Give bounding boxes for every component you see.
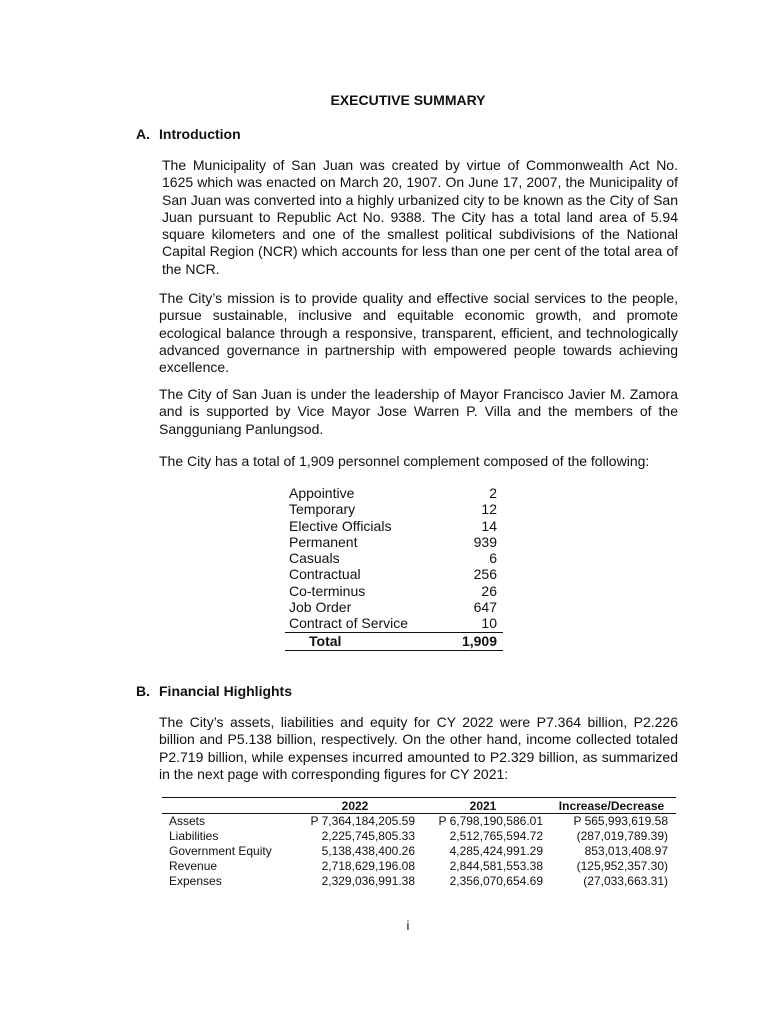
- section-a-letter: A.: [136, 126, 150, 142]
- personnel-row: [285, 583, 503, 599]
- financial-row-label: Liabilities: [169, 829, 219, 843]
- section-a-title: Introduction: [159, 126, 241, 142]
- financial-row-label: Expenses: [169, 874, 222, 888]
- personnel-row: [285, 599, 503, 615]
- personnel-total-row: [285, 632, 503, 650]
- personnel-label: Contract of Service: [289, 615, 409, 632]
- section-b-heading: [136, 683, 292, 699]
- financial-row-label: Government Equity: [169, 844, 272, 858]
- financial-table: [162, 797, 676, 889]
- financial-header-2021: 2021: [419, 798, 547, 814]
- financial-paragraph: The City’s assets, liabilities and equity for CY 2022 were P7.364 billion, P2.226 billion and P5.138 billion, respectively. On the other hand, income collected totaled P2.719 billion, while expenses incurred amounted to P2.329 billion, as summarized in the next page with corresponding figures for CY 2021:: [159, 714, 678, 782]
- financial-header-change: Increase/Decrease: [547, 798, 676, 814]
- personnel-row: [285, 501, 503, 517]
- intro-paragraph-4: The City has a total of 1,909 personnel complement composed of the following:: [159, 453, 650, 469]
- section-a-heading: [136, 126, 241, 142]
- financial-row: [162, 844, 676, 859]
- financial-value-2021: 2,356,070,654.69: [449, 874, 543, 888]
- financial-header-row: [162, 798, 676, 814]
- financial-row: [162, 859, 676, 874]
- financial-header-2022: 2022: [291, 798, 419, 814]
- personnel-count: 2: [489, 485, 497, 501]
- personnel-row: [285, 566, 503, 582]
- financial-value-2021: 4,285,424,991.29: [449, 844, 543, 858]
- section-b-title: Financial Highlights: [159, 683, 293, 699]
- financial-row: [162, 829, 676, 844]
- personnel-label: Temporary: [289, 501, 356, 518]
- financial-value-change: (27,033,663.31): [583, 874, 668, 888]
- financial-row: [162, 814, 676, 830]
- personnel-row: [285, 485, 503, 501]
- financial-value-2022: 2,718,629,196.08: [321, 859, 415, 873]
- personnel-total-label: Total: [285, 632, 445, 650]
- personnel-label: Co-terminus: [289, 582, 366, 599]
- personnel-label: Job Order: [289, 599, 352, 616]
- personnel-label: Appointive: [289, 485, 355, 501]
- financial-row-label: Assets: [169, 814, 206, 828]
- financial-value-change: P 565,993,619.58: [573, 814, 668, 828]
- financial-value-2022: 5,138,438,400.26: [321, 844, 415, 858]
- personnel-row: [285, 615, 503, 632]
- financial-value-change: 853,013,408.97: [584, 844, 668, 858]
- personnel-label: Contractual: [289, 566, 361, 583]
- financial-value-2022: 2,329,036,991.38: [321, 874, 415, 888]
- personnel-count: 939: [473, 533, 497, 550]
- personnel-count: 10: [481, 615, 497, 632]
- personnel-label: Elective Officials: [289, 517, 392, 534]
- personnel-total-count: 1,909: [445, 632, 503, 650]
- personnel-count: 6: [489, 550, 497, 567]
- financial-row-label: Revenue: [169, 859, 218, 873]
- personnel-row: [285, 518, 503, 534]
- intro-paragraph-3: The City of San Juan is under the leadership of Mayor Francisco Javier M. Zamora and is supported by Vice Mayor Jose Warren P. Villa and the members of the Sangguniang Panlungsod.: [159, 386, 678, 437]
- personnel-label: Permanent: [289, 533, 358, 550]
- personnel-count: 26: [481, 582, 497, 599]
- page-title: EXECUTIVE SUMMARY: [330, 92, 486, 108]
- personnel-row: [285, 550, 503, 566]
- financial-value-2021: 2,844,581,553.38: [449, 859, 543, 873]
- financial-value-2021: P 6,798,190,586.01: [438, 814, 543, 828]
- personnel-count: 647: [473, 599, 497, 616]
- personnel-table: [285, 485, 503, 651]
- intro-paragraph-2: The City’s mission is to provide quality and effective social services to the people, pursue sustainable, inclusive and equitable economic growth, and promote ecological balance through a responsive, transparent, efficient, and technologically advanced governance in partnership with empowered people towards achieving excellence.: [159, 290, 678, 376]
- financial-value-change: (287,019,789.39): [576, 829, 668, 843]
- personnel-row: [285, 534, 503, 550]
- personnel-count: 12: [481, 501, 497, 518]
- financial-value-2022: P 7,364,184,205.59: [310, 814, 415, 828]
- page-number: i: [406, 918, 410, 933]
- financial-header-label: [162, 798, 291, 814]
- intro-paragraph-1: The Municipality of San Juan was created by virtue of Commonwealth Act No. 1625 which was enacted on March 20, 1907. On June 17, 2007, the Municipality of San Juan was converted into a highly urbanized city to be known as the City of San Juan pursuant to Republic Act No. 9388. The City has a total land area of 5.94 square kilometers and one of the smallest political subdivisions of the National Capital Region (NCR) which accounts for less than one per cent of the total area of the NCR.: [162, 157, 678, 277]
- personnel-label: Casuals: [289, 550, 340, 567]
- financial-value-change: (125,952,357.30): [576, 859, 668, 873]
- personnel-count: 256: [473, 566, 497, 583]
- financial-value-2021: 2,512,765,594.72: [449, 829, 543, 843]
- section-b-letter: B.: [136, 683, 150, 699]
- financial-value-2022: 2,225,745,805.33: [321, 829, 415, 843]
- personnel-count: 14: [481, 517, 497, 534]
- financial-row: [162, 874, 676, 889]
